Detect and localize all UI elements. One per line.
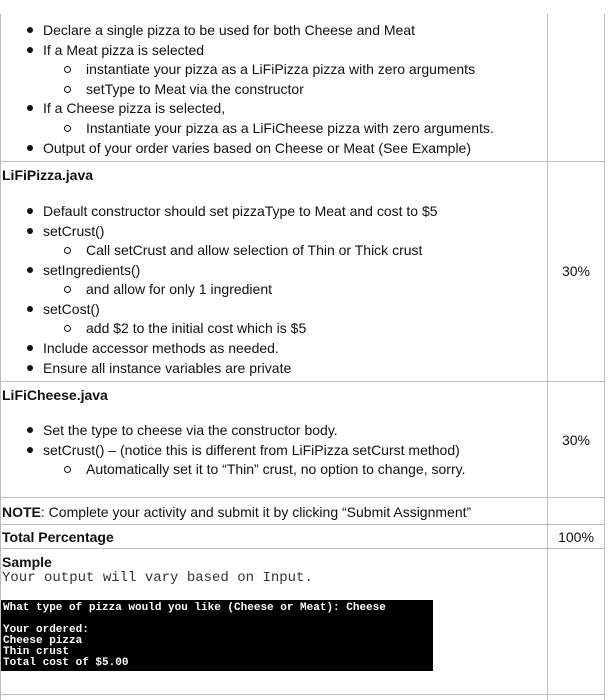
console-line: Your ordered: xyxy=(3,624,89,636)
list-item: Set the type to cheese via the constructor body. xyxy=(43,422,338,438)
table-column-divider xyxy=(547,14,548,700)
bullet-icon xyxy=(27,365,33,371)
row-divider xyxy=(0,524,605,525)
note-body: : Complete your activity and submit it by clicking “Submit Assignment” xyxy=(40,504,472,520)
list-item: Instantiate your pizza as a LiFiCheese pizza with zero arguments. xyxy=(86,120,494,136)
sub-bullet-icon xyxy=(64,466,71,473)
list-item: add $2 to the initial cost which is $5 xyxy=(86,320,307,336)
list-item: If a Cheese pizza is selected, xyxy=(43,100,226,116)
sample-title: Sample xyxy=(2,554,52,570)
percentage-value: 30% xyxy=(561,432,591,448)
list-item: Include accessor methods as needed. xyxy=(43,340,279,356)
row-divider xyxy=(0,548,605,549)
percentage-value: 30% xyxy=(561,263,591,279)
list-item: and allow for only 1 ingredient xyxy=(86,281,273,297)
console-line: Thin crust xyxy=(3,646,70,658)
list-item: Default constructor should set pizzaType to Meat and cost to $5 xyxy=(43,203,438,219)
console-line: Total cost of $5.00 xyxy=(3,657,129,669)
console-prompt: What type of pizza would you like (Cheese or Meat): Cheese xyxy=(3,602,386,614)
bullet-icon xyxy=(27,306,33,312)
bullet-icon xyxy=(27,267,33,273)
console-line: Cheese pizza xyxy=(3,635,83,647)
list-item: Ensure all instance variables are private xyxy=(43,360,292,376)
section-title: LiFiPizza.java xyxy=(2,167,94,183)
list-item: setCrust() xyxy=(43,223,105,239)
sub-bullet-icon xyxy=(64,125,71,132)
sub-bullet-icon xyxy=(64,86,71,93)
bullet-icon xyxy=(27,447,33,453)
list-item: If a Meat pizza is selected xyxy=(43,42,205,58)
list-item: setCost() xyxy=(43,301,100,317)
section-title: LiFiCheese.java xyxy=(2,387,108,403)
list-item: Declare a single pizza to be used for both Cheese and Meat xyxy=(43,22,416,38)
bullet-icon xyxy=(27,47,33,53)
bullet-icon xyxy=(27,105,33,111)
sub-bullet-icon xyxy=(64,325,71,332)
total-label: Total Percentage xyxy=(2,529,114,545)
sub-bullet-icon xyxy=(64,66,71,73)
bullet-icon xyxy=(27,208,33,214)
sample-subtitle: Your output will vary based on Input. xyxy=(2,570,313,586)
list-item: Output of your order varies based on Cheese or Meat (See Example) xyxy=(43,140,471,156)
list-item: setType to Meat via the constructor xyxy=(86,81,304,97)
list-item: Automatically set it to “Thin” crust, no option to change, sorry. xyxy=(86,461,466,477)
table-border-right xyxy=(604,14,605,700)
table-border-left xyxy=(0,14,1,700)
list-item: Call setCrust and allow selection of Thin or Thick crust xyxy=(86,242,423,258)
list-item: setCrust() – (notice this is different from LiFiPizza setCurst method) xyxy=(43,442,460,458)
row-divider xyxy=(0,161,605,162)
table-border-bottom xyxy=(0,694,605,695)
bullet-icon xyxy=(27,427,33,433)
list-item: setIngredients() xyxy=(43,262,141,278)
list-item: instantiate your pizza as a LiFiPizza pizza with zero arguments xyxy=(86,61,476,77)
note-text xyxy=(2,503,471,521)
console-screenshot xyxy=(1,600,433,671)
total-value: 100% xyxy=(558,529,594,545)
bullet-icon xyxy=(27,345,33,351)
bullet-icon xyxy=(27,145,33,151)
bullet-icon xyxy=(27,27,33,33)
sub-bullet-icon xyxy=(64,247,71,254)
note-label: NOTE xyxy=(2,504,41,520)
bullet-icon xyxy=(27,228,33,234)
row-divider xyxy=(0,497,605,498)
sub-bullet-icon xyxy=(64,286,71,293)
row-divider xyxy=(0,381,605,382)
